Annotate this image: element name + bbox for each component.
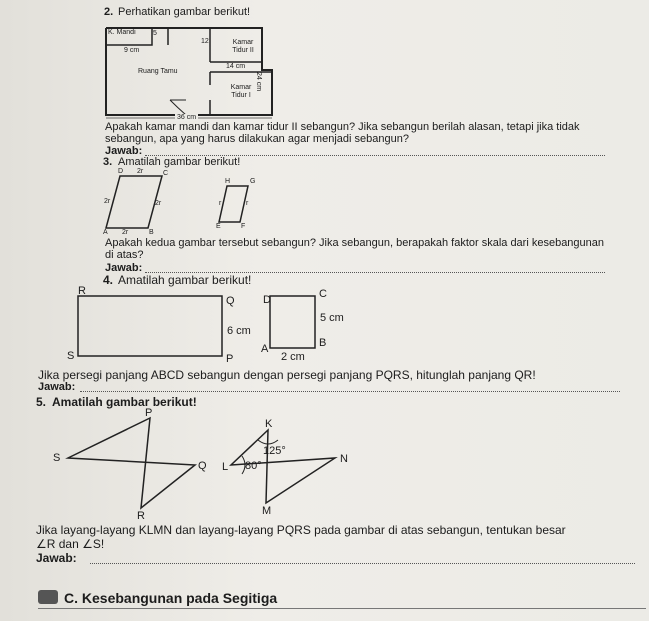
q3-intro: Amatilah gambar berikut! — [118, 156, 241, 168]
q5-label-N: N — [340, 453, 348, 465]
q2-label-ruang-tamu: Ruang Tamu — [138, 68, 178, 75]
q2-label-dim-36: 36 cm — [177, 114, 197, 121]
q3-label-right: 2r — [155, 200, 162, 207]
q2-label-kamar2: Kamar Tidur II — [232, 39, 254, 54]
q5-question-line1: Jika layang-layang KLMN dan layang-layang PQRS pada gambar di atas sebangun, tentukan besar — [36, 523, 566, 537]
q3-label-H: H — [225, 178, 231, 185]
q2-label-kamar-mandi: K. Mandi — [108, 29, 136, 36]
q4-label-2cm: 2 cm — [281, 351, 305, 363]
q3-number: 3. — [103, 156, 113, 168]
q5-label-L: L — [222, 461, 229, 473]
q4-label-D: D — [263, 294, 271, 306]
q3-label-r-right: r — [246, 200, 249, 207]
q3-label-B: B — [149, 229, 154, 236]
q3-label-G: G — [250, 178, 256, 185]
q2-number: 2. — [104, 6, 114, 18]
q3-question-line1: Apakah kedua gambar tersebut sebangun? Jika sebangun, berapakah faktor skala dari kesebangunan — [105, 237, 605, 249]
q2-answer-label: Jawab: — [105, 145, 143, 157]
q4-label-Q: Q — [226, 295, 235, 307]
q5-angle-80: 80° — [245, 460, 262, 472]
section-c-title: C. Kesebangunan pada Segitiga — [64, 590, 278, 606]
q3-label-A: A — [103, 229, 108, 236]
q4-number: 4. — [103, 273, 114, 287]
q2-label-dim-9: 9 cm — [124, 47, 140, 54]
q3-label-E: E — [216, 223, 221, 230]
q4-question: Jika persegi panjang ABCD sebangun dengan persegi panjang PQRS, hitunglah panjang QR! — [38, 368, 536, 382]
q3-label-C: C — [163, 170, 169, 177]
q4-answer-label: Jawab: — [38, 381, 76, 393]
q5-label-R: R — [137, 510, 145, 522]
q5-label-S: S — [53, 452, 61, 464]
q3-label-D: D — [118, 168, 124, 175]
q2-label-dim-12: 12 — [201, 38, 209, 45]
q4-label-B: B — [319, 337, 327, 349]
q5-question-line2: ∠R dan ∠S! — [36, 537, 105, 551]
q4-intro: Amatilah gambar berikut! — [118, 273, 252, 287]
section-divider — [38, 608, 646, 609]
q2-label-dim-24: 24 cm — [255, 72, 262, 92]
q3-label-top: 2r — [137, 168, 144, 175]
q5-angle-125: 125° — [263, 445, 286, 457]
q4-label-C: C — [319, 288, 327, 300]
q2-question-line2: sebangun, apa yang harus dilakukan agar menjadi sebangun? — [105, 133, 409, 145]
q3-label-F: F — [241, 223, 246, 230]
q4-label-5cm: 5 cm — [320, 312, 344, 324]
q3-answer-label: Jawab: — [105, 262, 143, 274]
q5-number: 5. — [36, 395, 47, 409]
q5-label-M: M — [262, 505, 272, 517]
q4-label-R: R — [78, 285, 86, 297]
q2-label-kamar1: Kamar Tidur I — [230, 84, 252, 99]
q4-label-S: S — [67, 350, 75, 362]
q4-label-6cm: 6 cm — [227, 325, 251, 337]
q3-label-left: 2r — [104, 198, 111, 205]
q3-question-line2: di atas? — [105, 249, 144, 261]
q5-answer-label: Jawab: — [36, 551, 77, 565]
q5-answer-line[interactable] — [90, 563, 635, 564]
q2-label-dim-14: 14 cm — [226, 63, 246, 70]
q5-label-K: K — [265, 418, 273, 430]
q5-intro: Amatilah gambar berikut! — [52, 395, 197, 409]
q2-intro: Perhatikan gambar berikut! — [118, 6, 251, 18]
section-icon — [38, 590, 58, 604]
q5-label-Q: Q — [198, 460, 207, 472]
q4-label-P: P — [226, 353, 234, 365]
q2-question-line1: Apakah kamar mandi dan kamar tidur II sebangun? Jika sebangun berilah alasan, tetapi jika tidak — [105, 121, 580, 133]
q3-label-bottom: 2r — [122, 229, 129, 236]
q2-label-dim-5: 5 — [153, 30, 157, 37]
q3-label-r-left: r — [219, 200, 222, 207]
q4-label-A: A — [261, 343, 269, 355]
q5-label-P: P — [145, 407, 153, 419]
